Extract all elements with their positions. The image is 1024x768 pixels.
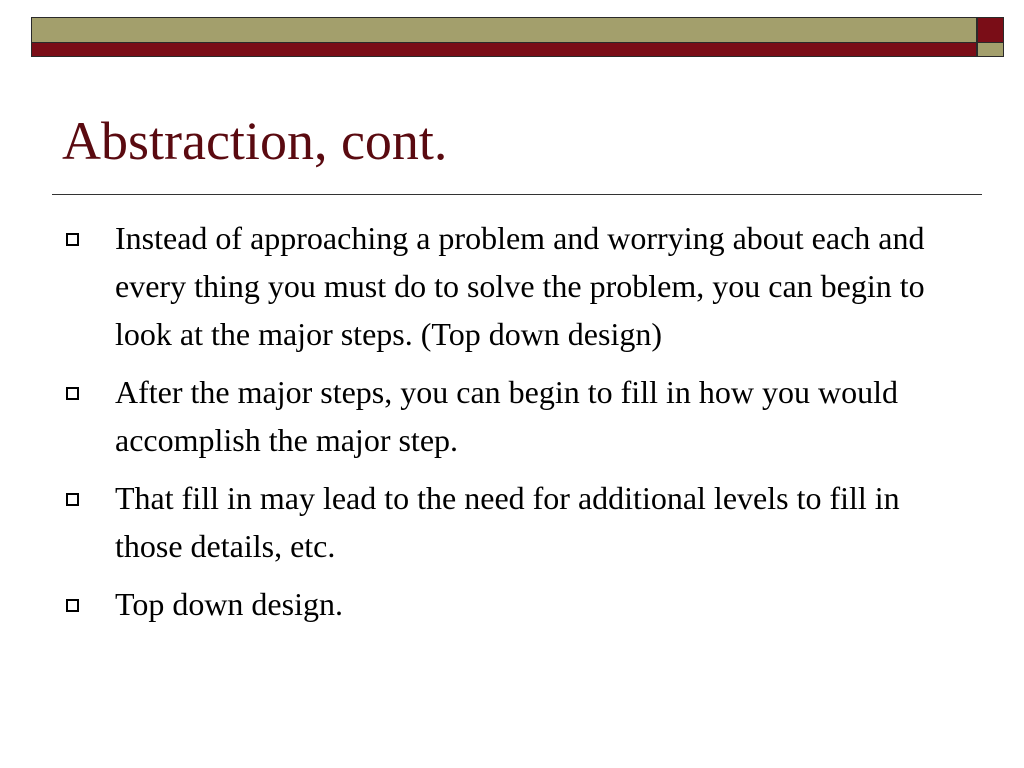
header-corner-maroon <box>978 18 1003 43</box>
bullet-item <box>62 474 962 570</box>
bullet-text: Top down design. <box>115 586 343 622</box>
bullet-item <box>62 368 962 464</box>
bullet-text: That fill in may lead to the need for additional levels to fill in those details, etc. <box>115 480 900 564</box>
header-band-maroon-stripe <box>32 43 976 56</box>
title-divider <box>52 194 982 195</box>
bullet-item <box>62 580 962 628</box>
hollow-square-bullet-icon <box>66 599 79 612</box>
header-band <box>31 17 977 57</box>
header-band-olive-stripe <box>32 18 976 43</box>
hollow-square-bullet-icon <box>66 493 79 506</box>
bullet-text: After the major steps, you can begin to fill in how you would accomplish the major step. <box>115 374 898 458</box>
slide-title: Abstraction, cont. <box>62 111 448 171</box>
hollow-square-bullet-icon <box>66 233 79 246</box>
hollow-square-bullet-icon <box>66 387 79 400</box>
bullet-item <box>62 214 962 358</box>
header-corner-block <box>977 17 1004 57</box>
header-corner-olive <box>978 43 1003 56</box>
bullet-list <box>62 214 962 638</box>
bullet-text: Instead of approaching a problem and worrying about each and every thing you must do to solve the problem, you can begin to look at the major steps. (Top down design) <box>115 220 925 352</box>
